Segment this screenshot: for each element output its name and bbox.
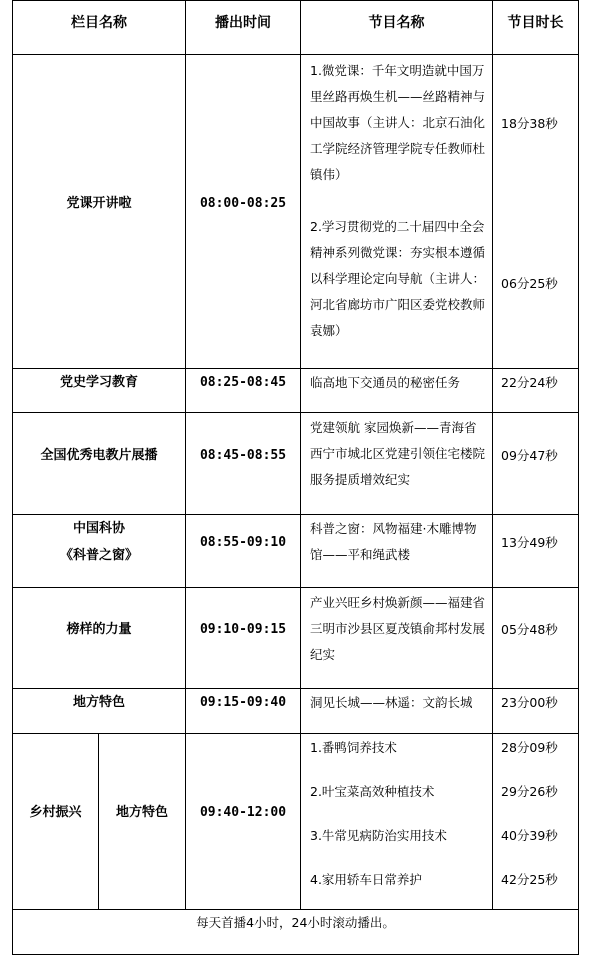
broadcast-time: 08:45-08:55 bbox=[199, 448, 287, 463]
program-title: 1.微党课：千年文明造就中国万里丝路再焕生机——丝路精神与中国故事（主讲人：北京石油化工学院经济管理学院专任教师杜镇伟） bbox=[310, 63, 486, 182]
program-duration: 18分38秒 bbox=[501, 116, 558, 131]
row-divider bbox=[12, 587, 579, 588]
program-title: 科普之窗：风物福建·木雕博物馆——平和绳武楼 bbox=[310, 521, 477, 562]
column-name: 全国优秀电教片展播 bbox=[40, 448, 158, 463]
row-divider bbox=[12, 688, 579, 689]
broadcast-time: 09:15-09:40 bbox=[199, 695, 287, 710]
program-title: 3.牛常见病防治实用技术 bbox=[310, 828, 447, 843]
broadcast-time: 08:25-08:45 bbox=[199, 375, 287, 390]
program-duration: 40分39秒 bbox=[501, 828, 558, 843]
broadcast-time: 08:55-09:10 bbox=[199, 535, 287, 550]
footer-note: 每天首播4小时，24小时滚动播出。 bbox=[196, 915, 395, 930]
program-title: 洞见长城——林遥：文韵长城 bbox=[310, 695, 473, 710]
program-title: 临高地下交通员的秘密任务 bbox=[310, 375, 461, 390]
column-name-line1: 中国科协 bbox=[72, 521, 125, 536]
program-duration: 05分48秒 bbox=[501, 622, 558, 637]
program-duration: 09分47秒 bbox=[501, 448, 558, 463]
header-time: 播出时间 bbox=[215, 15, 271, 31]
broadcast-time: 09:10-09:15 bbox=[199, 622, 287, 637]
program-duration: 22分24秒 bbox=[501, 375, 558, 390]
table-border-right bbox=[578, 0, 579, 955]
column-name: 榜样的力量 bbox=[66, 622, 132, 637]
program-duration: 29分26秒 bbox=[501, 784, 558, 799]
program-title: 党建领航 家园焕新——青海省西宁市城北区党建引领住宅楼院服务提质增效纪实 bbox=[310, 420, 486, 487]
row-divider bbox=[12, 514, 579, 515]
subcolumn-name: 地方特色 bbox=[115, 805, 168, 820]
column-name: 党史学习教育 bbox=[59, 375, 138, 390]
header-program: 节目名称 bbox=[368, 15, 425, 31]
header-column: 栏目名称 bbox=[71, 15, 127, 31]
program-title: 2.叶宝菜高效种植技术 bbox=[310, 784, 435, 799]
row-divider bbox=[12, 368, 579, 369]
column-name: 党课开讲啦 bbox=[66, 196, 132, 211]
row-divider bbox=[12, 412, 579, 413]
program-duration: 23分00秒 bbox=[501, 695, 558, 710]
broadcast-time: 09:40-12:00 bbox=[199, 805, 287, 820]
program-duration: 13分49秒 bbox=[501, 535, 558, 550]
program-title: 1.番鸭饲养技术 bbox=[310, 740, 397, 755]
program-title: 产业兴旺乡村焕新颜——福建省三明市沙县区夏茂镇俞邦村发展纪实 bbox=[310, 595, 486, 662]
program-title: 2.学习贯彻党的二十届四中全会精神系列微党课：夯实根本遵循 以科学理论定向导航（主讲人：河北省廊坊市广阳区委党校教师袁娜） bbox=[310, 219, 486, 338]
col-divider bbox=[300, 0, 301, 909]
table-border-bottom bbox=[12, 954, 579, 955]
program-duration: 42分25秒 bbox=[501, 872, 558, 887]
broadcast-time: 08:00-08:25 bbox=[199, 196, 287, 211]
header-divider bbox=[12, 54, 579, 55]
program-duration: 28分09秒 bbox=[501, 740, 558, 755]
program-title: 4.家用轿车日常养护 bbox=[310, 872, 422, 887]
header-duration: 节目时长 bbox=[507, 15, 564, 31]
column-name: 地方特色 bbox=[72, 695, 125, 710]
col-divider bbox=[492, 0, 493, 909]
table-border-top bbox=[12, 0, 579, 1]
column-name-line2: 《科普之窗》 bbox=[59, 548, 138, 563]
program-duration: 06分25秒 bbox=[501, 276, 558, 291]
column-name: 乡村振兴 bbox=[29, 805, 82, 820]
